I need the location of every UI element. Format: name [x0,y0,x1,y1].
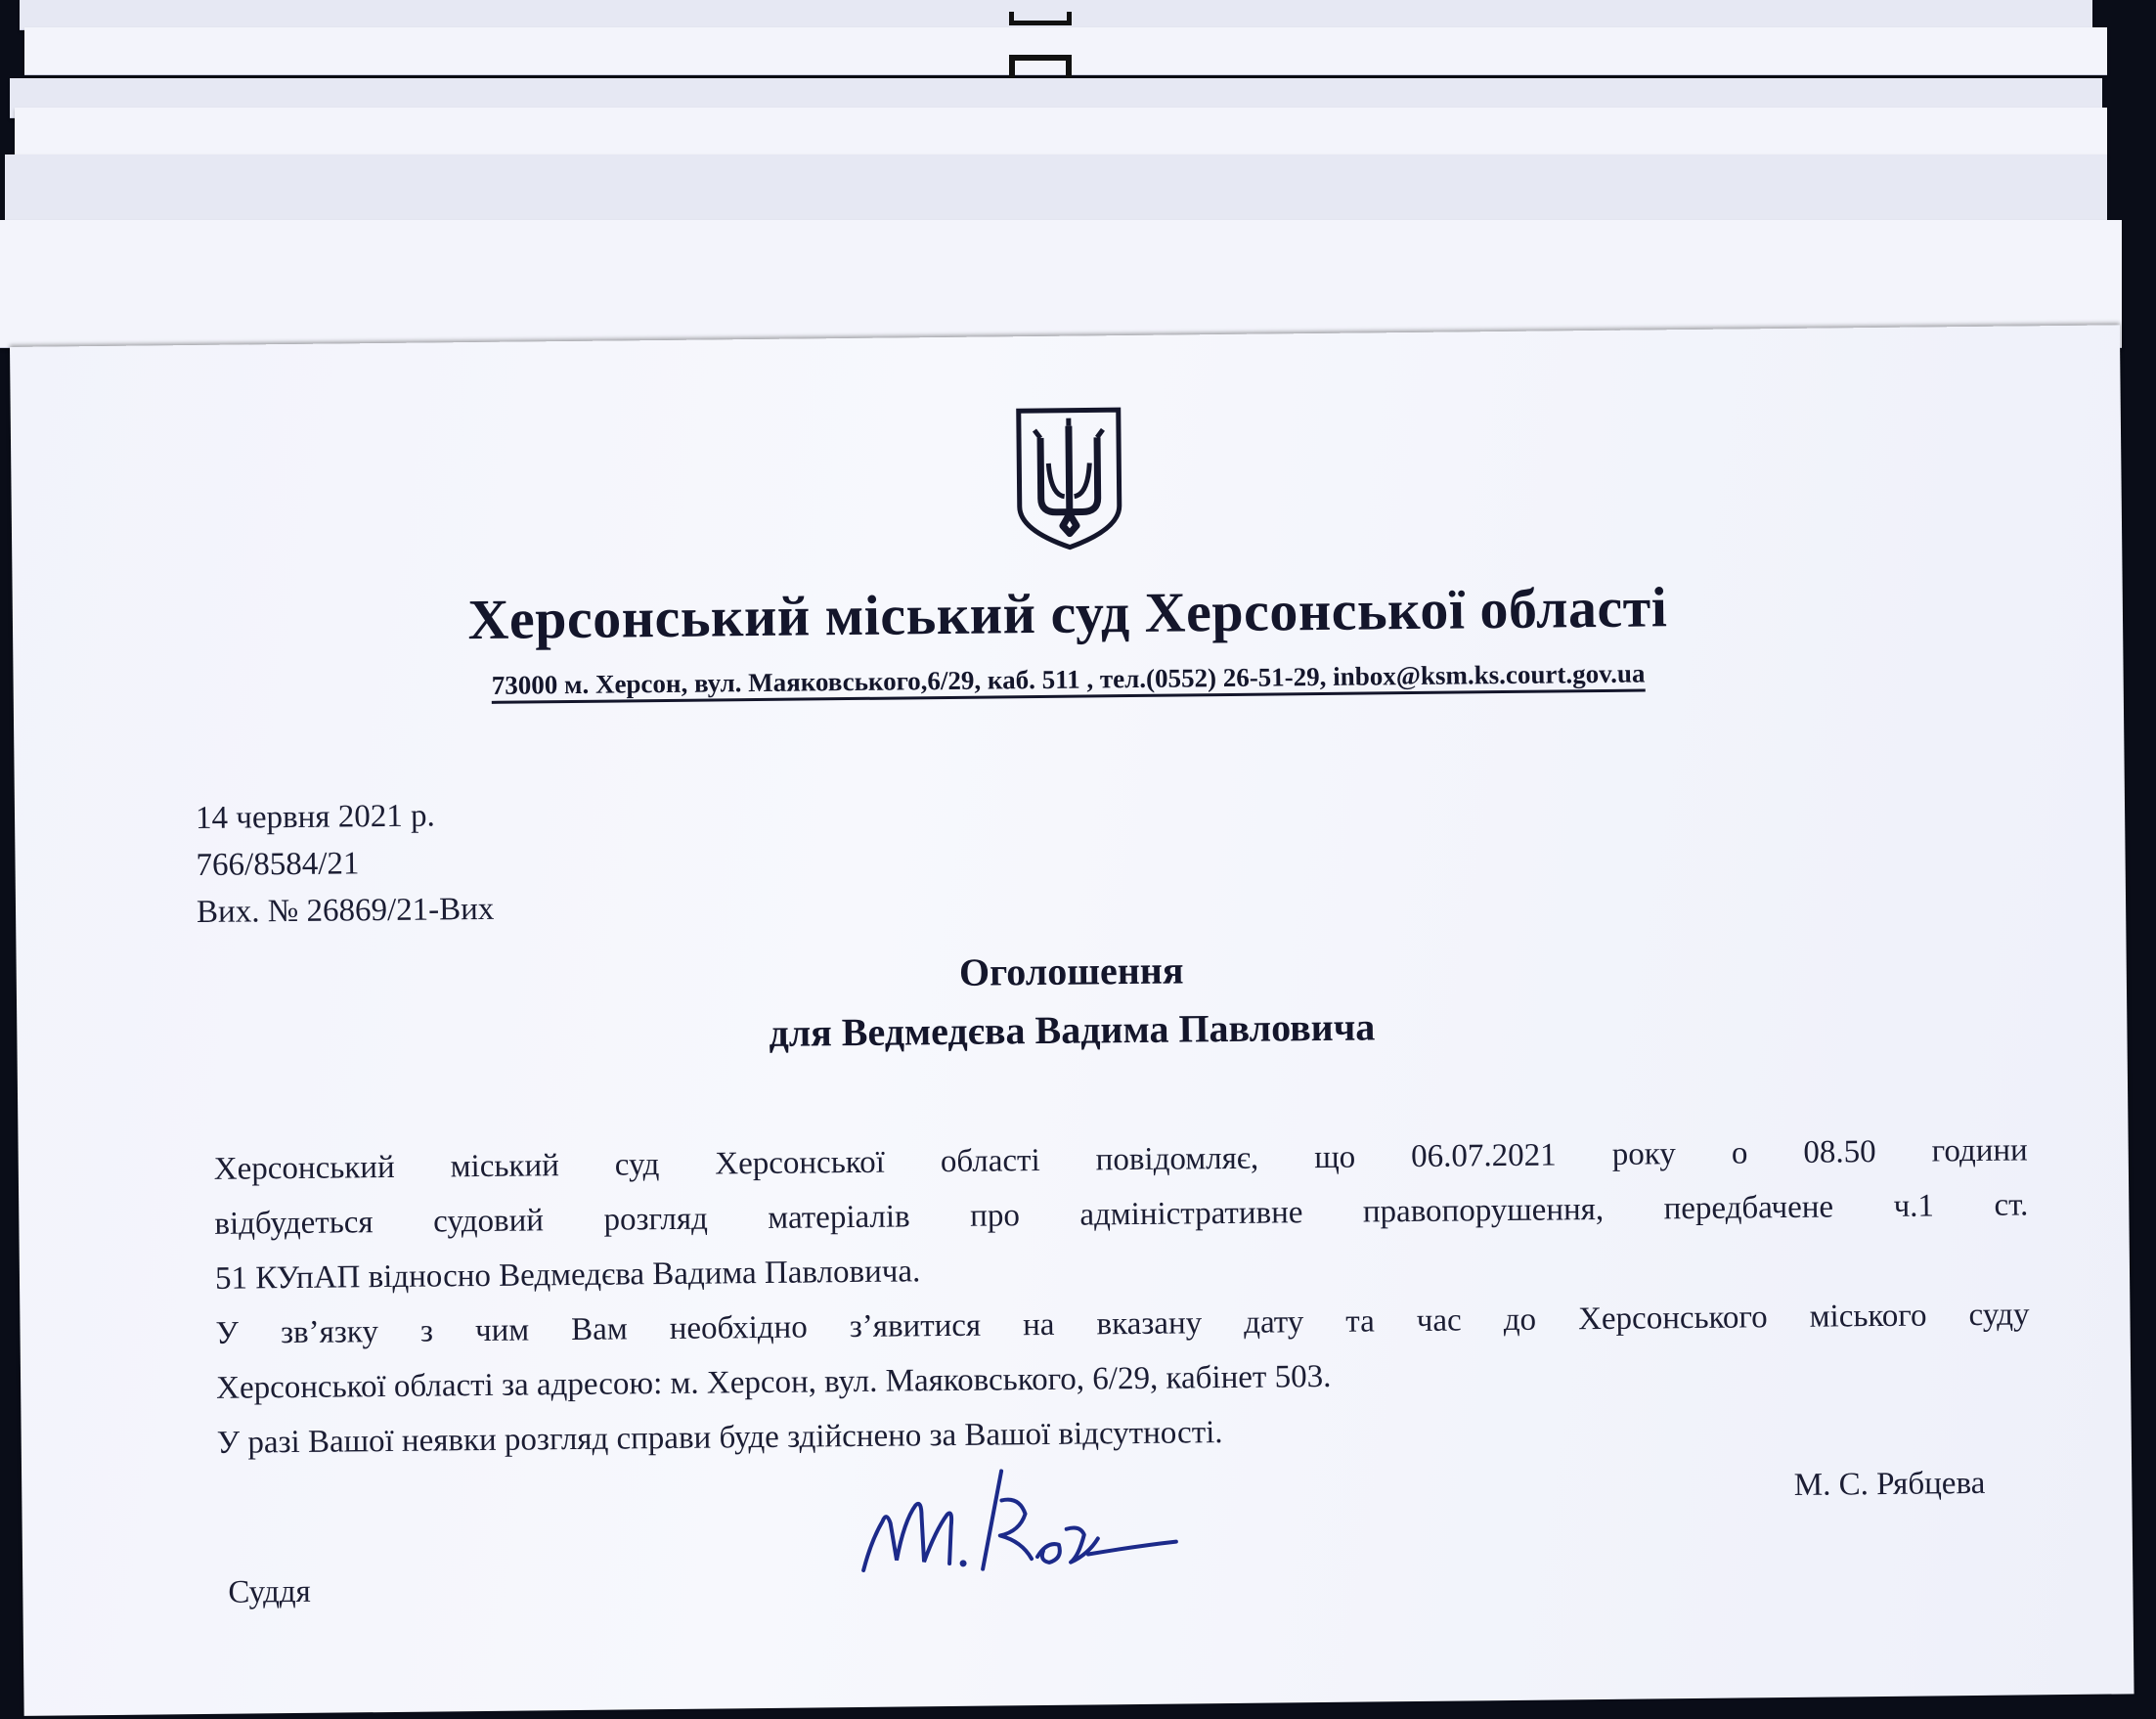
handwritten-signature [853,1459,1186,1590]
notice-body [214,1123,2031,1470]
notice-page [10,325,2134,1716]
stacked-paper [15,108,2107,157]
court-name: Херсонський міський суд Херсонської області [467,575,1668,652]
body-line: відбудеться судовий розгляд матеріалів про адміністративне правопорушення, передбачене ч.1 ст. [214,1187,2029,1242]
judge-label: Суддя [228,1573,311,1610]
case-number: 766/8584/21 [196,846,360,884]
body-line: Херсонської області за адресою: м. Херсон, вул. Маяковського, 6/29, кабінет 503. [215,1358,1332,1406]
court-address [14,653,2124,706]
stacked-emblem-icon [1009,12,1072,25]
body-line: У разі Вашої неявки розгляд справи буде здійснено за Вашої відсутності. [216,1415,1223,1461]
judge-name: М. С. Рябцева [1793,1465,1986,1503]
body-line: У зв’язку з чим Вам необхідно з’явитися на вказану дату та час до Херсонського міського суду [215,1297,2030,1351]
body-line: Херсонський міський суд Херсонської області повідомляє, що 06.07.2021 року о 08.50 години [213,1132,2028,1187]
body-line: 51 КУпАП відносно Ведмедєва Вадима Павловича. [214,1254,921,1297]
document-meta [196,792,495,936]
trident-coat-of-arms-icon [1013,404,1126,551]
notice-title: Оголошення [958,948,1184,994]
outgoing-number: Вих. № 26869/21-Вих [196,891,495,931]
stacked-paper [5,154,2107,224]
notice-heading [16,931,2127,1071]
court-address-text: 73000 м. Херсон, вул. Маяковського,6/29, каб. 511 , тел.(0552) 26-51-29, inbox@ksm.ks.court.gov.ua [492,659,1646,704]
document-date: 14 червня 2021 р. [195,798,435,837]
notice-recipient: для Ведмедєва Вадима Павловича [769,1004,1376,1055]
